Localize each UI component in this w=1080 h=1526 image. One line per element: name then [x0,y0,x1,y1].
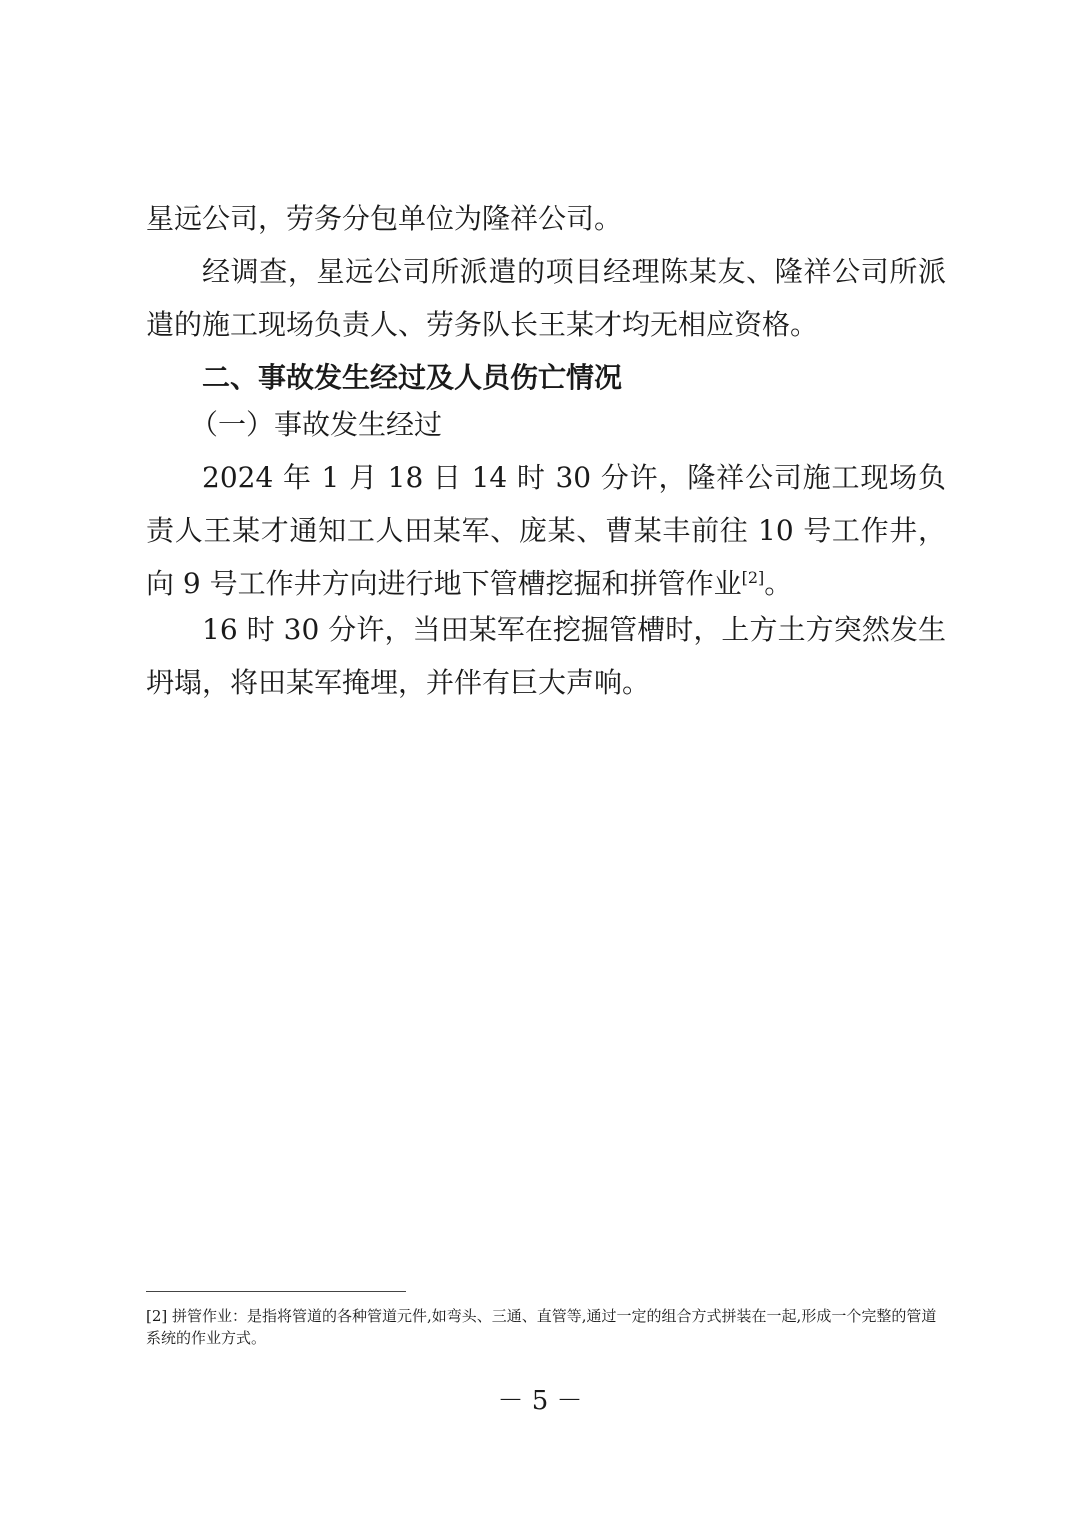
paragraph-collapse: 16 时 30 分许，当田某军在挖掘管槽时，上方土方突然发生坍塌，将田某军掩埋，并伴有巨大声响。 [146,613,946,699]
paragraph-continuation: 星远公司，劳务分包单位为隆祥公司。 [146,202,623,235]
paragraph-qualification: 经调查，星远公司所派遣的项目经理陈某友、隆祥公司所派遣的施工现场负责人、劳务队长王某才均无相应资格。 [146,255,946,341]
footnote-reference: [2] [741,568,765,587]
subsection-heading: （一）事故发生经过 [190,408,443,441]
paragraph-incident-process [146,451,946,610]
paragraph-incident-end: 。 [764,567,793,600]
footnote-divider [146,1291,406,1292]
paragraph-incident-text: 2024 年 1 月 18 日 14 时 30 分许，隆祥公司施工现场负责人王某才通知工人田某军、庞某、曹某丰前往 10 号工作井，向 9 号工作井方向进行地下管槽挖掘和拼管作业 [146,461,946,600]
page-number: － 5 － [497,1386,583,1416]
section-heading: 二、事故发生经过及人员伤亡情况 [202,361,623,394]
footnote-text: [2] 拼管作业：是指将管道的各种管道元件,如弯头、三通、直管等,通过一定的组合方式拼装在一起,形成一个完整的管道系统的作业方式。 [146,1307,937,1347]
